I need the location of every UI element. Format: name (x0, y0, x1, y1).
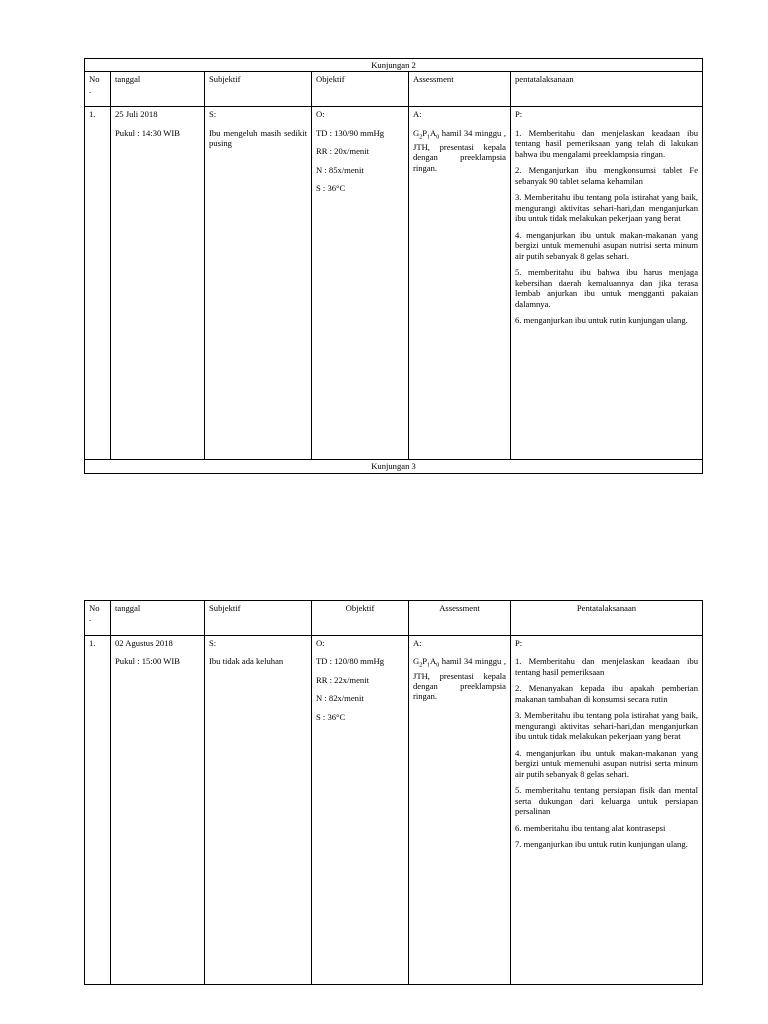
objective-cell (312, 636, 409, 985)
visit-table-3 (84, 600, 703, 985)
objective-rr: RR : 22x/menit (316, 674, 369, 685)
header-tanggal: tanggal (111, 601, 205, 636)
subjective-label: S: (209, 638, 217, 648)
visit-table-2 (84, 58, 703, 474)
date-cell (111, 107, 205, 460)
header-subjektif: Subjektif (205, 72, 312, 107)
header-tanggal: tanggal (111, 72, 205, 107)
plan-item: 2. Menganjurkan ibu mengkonsumsi tablet Fe sebanyak 90 tablet selama kehamilan (515, 165, 699, 186)
visit-footer: Kunjungan 3 (85, 460, 703, 473)
subjective-text: Ibu tidak ada keluhan (209, 656, 284, 667)
subjective-cell (205, 107, 312, 460)
plan-item: 5. memberitahu tentang persiapan fisik dan mental serta dukungan dari keluarga untuk persiapan persalinan (515, 785, 698, 817)
table-row (85, 107, 703, 460)
plan-cell (511, 636, 703, 985)
plan-cell (511, 107, 703, 460)
objective-td: TD : 120/80 mmHg (316, 656, 385, 667)
objective-rr: RR : 20x/menit (316, 146, 369, 157)
objective-cell (312, 107, 409, 460)
row-number: 1. (85, 636, 111, 985)
plan-item: 3. Memberitahu ibu tentang pola istirahat yang baik, mengurangi aktivitas sehari-hari,dan menganjurkan ibu untuk tidak melakukan pekerjaan yang berat (515, 710, 698, 742)
visit-time: Pukul : 14:30 WIB (115, 127, 181, 138)
assessment-cell (409, 107, 511, 460)
plan-item: 1. Memberitahu dan menjelaskan keadaan ibu tentang hasil pemeriksaan (515, 656, 698, 677)
objective-label: O: (316, 109, 325, 120)
header-penatalaksanaan: pentatalaksanaan (511, 72, 703, 107)
assessment-label: A: (413, 109, 422, 120)
objective-s: S : 36°C (316, 183, 346, 194)
assessment-label: A: (413, 638, 422, 648)
visit-time: Pukul : 15:00 WIB (115, 656, 181, 667)
header-no: No . (85, 72, 111, 107)
plan-label: P: (515, 638, 523, 648)
visit-date: 25 Juli 2018 (115, 109, 158, 120)
objective-s: S : 36°C (316, 711, 346, 722)
header-no: No . (85, 601, 111, 636)
header-assessment: Assessment (409, 72, 511, 107)
subjective-label: S: (209, 109, 217, 120)
plan-item: 4. menganjurkan ibu untuk makan-makanan yang bergizi untuk memenuhi asupan nutrisi serta minum air putih sebanyak 8 gelas sehari. (515, 747, 698, 779)
objective-label: O: (316, 638, 325, 648)
objective-n: N : 85x/menit (316, 164, 364, 175)
date-cell (111, 636, 205, 985)
header-penatalaksanaan: Pentatalaksanaan (511, 601, 703, 636)
header-assessment: Assessment (409, 601, 511, 636)
header-objektif: Objektif (312, 601, 409, 636)
plan-item: 5. memberitahu ibu bahwa ibu harus menjaga kebersihan daerah kemaluannya dan jika terasa lembab anjurkan ibu untuk mengganti pakaian dalamnya. (515, 267, 699, 309)
subjective-text: Ibu mengeluh masih sedikit pusing (209, 127, 307, 149)
table-row (85, 636, 703, 985)
table-header-row (85, 72, 703, 107)
visit-title: Kunjungan 2 (85, 59, 703, 72)
plan-item: 4. menganjurkan ibu untuk makan-makanan yang bergizi untuk memenuhi asupan nutrisi serta minum air putih sebanyak 8 gelas sehari. (515, 229, 699, 261)
header-objektif: Objektif (312, 72, 409, 107)
plan-item: 2. Menanyakan kepada ibu apakah pemberian makanan tambahan di konsumsi secara rutin (515, 683, 698, 704)
assessment-text: $G_2P_1A_0$ hamil 34 minggu , JTH, presentasi kepala dengan preeklampsia ringan. (413, 656, 506, 702)
plan-label: P: (515, 109, 523, 120)
objective-n: N : 82x/menit (316, 693, 364, 704)
visit-date: 02 Agustus 2018 (115, 638, 173, 648)
plan-item: 6. memberitahu ibu tentang alat kontrasepsi (515, 822, 666, 833)
subjective-cell (205, 636, 312, 985)
plan-item: 3. Memberitahu ibu tentang pola istirahat yang baik, mengurangi aktivitas sehari-hari,dan menganjurkan ibu untuk tidak melakukan pekerjaan yang berat (515, 192, 699, 224)
assessment-text: $G_2P_1A_0$ hamil 34 minggu , JTH, presentasi kepala dengan preeklampsia ringan. (413, 127, 506, 173)
objective-td: TD : 130/90 mmHg (316, 127, 385, 138)
plan-item: 1. Memberitahu dan menjelaskan keadaan ibu tentang hasil pemeriksaan yang telah di lakukan bahwa ibu mengalami preeklampsia ringan. (515, 127, 699, 159)
header-subjektif: Subjektif (205, 601, 312, 636)
table-header-row (85, 601, 703, 636)
assessment-cell (409, 636, 511, 985)
plan-item: 7. menganjurkan ibu untuk rutin kunjungan ulang. (515, 839, 688, 850)
row-number: 1. (85, 107, 111, 460)
plan-item: 6. menganjurkan ibu untuk rutin kunjungan ulang. (515, 315, 688, 326)
